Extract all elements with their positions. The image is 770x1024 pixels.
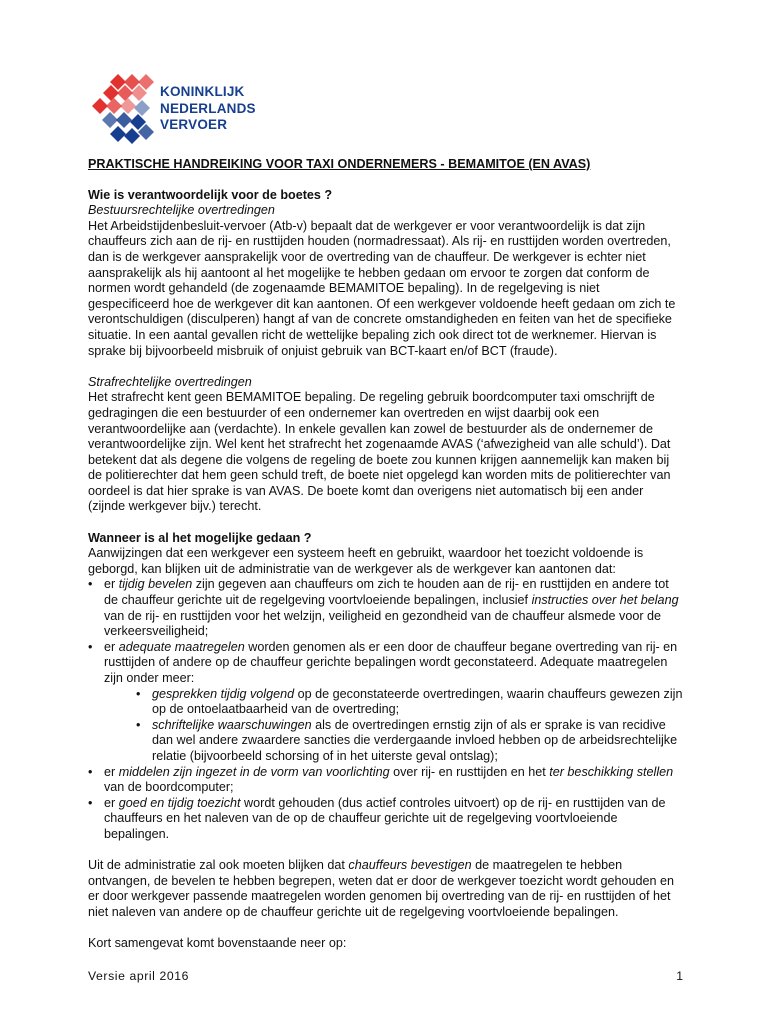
sub-list-item: • gesprekken tijdig volgend op de geconstateerde overtredingen, waarin chauffeurs gewezen zijn op de ontoelaatbaarheid van de overtreding;: [136, 687, 683, 718]
list-item: • er tijdig bevelen zijn gegeven aan chauffeurs om zich te houden aan de rij- en rusttijden en andere tot de chauffeur gerichte uit de regelgeving voortvloeiende bepalingen, inclusief instructies over het belang van de rij- en rusttijden voor het welzijn, veiligheid en gezondheid van de chauffeur alsmede voor de verkeersveiligheid;: [88, 577, 683, 639]
paragraph-administration: Uit de administratie zal ook moeten blijken dat chauffeurs bevestigen de maatregelen te hebben ontvangen, de bevelen te hebben begrepen, weten dat er door de werkgever toezicht wordt gehouden en er door werkgever passende maatregelen worden genomen bij overtreding van de rij- en rusttijden of het niet naleven van andere op de chauffeur gerichte uit de regelgeving voortvloeiende bepalingen.: [88, 858, 675, 919]
list-item: • er middelen zijn ingezet in de vorm van voorlichting over rij- en rusttijden en het ter beschikking stellen van de boordcomputer;: [88, 765, 683, 796]
company-logo: [88, 72, 256, 148]
paragraph-criminal: Het strafrecht kent geen BEMAMITOE bepaling. De regeling gebruik boordcomputer taxi omschrijft de gedragingen die een bestuurder of een ondernemer kan overtreden en wijst daarbij ook een verantwoordelijke aan (verdachte). In enkele gevallen kan zowel de bestuurder als de ondernemer de verantwoordelijke zijn. Wel kent het strafrecht het zogenaamde AVAS (‘afwezigheid van alle schuld’). Dat betekent dat als degene die volgens de regeling de boete zou kunnen krijgen aannemelijk kan maken bij de politierechter dat hem geen schuld treft, de boete niet opgelegd kan worden mits de politierechter van oordeel is dat hier sprake is van AVAS. De boete komt dan overigens niet automatisch bij een ander (zijnde werkgever bijv.) terecht.: [88, 390, 671, 514]
subheading-criminal: Strafrechtelijke overtredingen: [88, 374, 252, 389]
logo-line-3: VERVOER: [160, 117, 228, 132]
page-number: 1: [676, 969, 683, 983]
document-body: [88, 157, 683, 952]
paragraph-summary: Kort samengevat komt bovenstaande neer op:: [88, 936, 347, 951]
paragraph-measures-intro: Aanwijzingen dat een werkgever een systeem heeft en gebruikt, waardoor het toezicht voldoende is geborgd, kan blijken uit de administratie van de werkgever als de werkgever kan aantonen dat:: [88, 546, 644, 576]
section-heading-responsibility: Wie is verantwoordelijk voor de boetes ?: [88, 187, 333, 202]
adequate-measures-sublist: [136, 687, 683, 765]
subheading-administrative: Bestuursrechtelijke overtredingen: [88, 203, 275, 218]
list-item: • er adequate maatregelen worden genomen als er een door de chauffeur begane overtreding van rij- en rusttijden of andere op de chauffeur gerichte bepalingen wordt geconstateerd. Adequate maatregelen zijn onder meer: • gesprekken tijdig volgend op de geconstateerde overtredingen, waarin chauffeurs gewezen zijn op de ontoelaatbaarheid van de overtreding; • schriftelijke waarschuwingen als de overtredingen ernstig zijn of als er sprake is van recidive dan wel andere zwaardere sancties die verdergaande invloed hebben op de arbeidsrechtelijke relatie (bijvoorbeeld schorsing of in het uiterste geval ontslag);: [88, 640, 683, 765]
sub-list-item: • schriftelijke waarschuwingen als de overtredingen ernstig zijn of als er sprake is van recidive dan wel andere zwaardere sancties die verdergaande invloed hebben op de arbeidsrechtelijke relatie (bijvoorbeeld schorsing of in het uiterste geval ontslag);: [136, 718, 683, 765]
paragraph-administrative: Het Arbeidstijdenbesluit-vervoer (Atb-v) bepaalt dat de werkgever er voor verantwoordelijk is dat zijn chauffeurs zich aan de rij- en rusttijden houden (normadressaat). Als rij- en rusttijden worden overtreden, dan is de werkgever aansprakelijk voor de overtreding van de chauffeur. De werkgever is echter niet aansprakelijk als hij aantoont al het mogelijke te hebben gedaan om ervoor te zorgen dat conform de normen wordt gehandeld (de zogenaamde BEMAMITOE bepaling). In de regelgeving is niet gespecificeerd hoe de werkgever dit kan aantonen. Of een werkgever voldoende heeft gedaan om zich te verontschuldigen (disculperen) hangt af van de concrete omstandigheden en feiten van het de specifieke situatie. In een aantal gevallen richt de wettelijke bepaling zich ook direct tot de werknemer. Hiervan is sprake bij bijvoorbeeld misbruik of onjuist gebruik van BCT-kaart en/of BCT (fraude).: [88, 218, 676, 358]
version-label: Versie april 2016: [88, 969, 189, 983]
logo-diamonds-icon: [88, 72, 160, 148]
logo-line-2: NEDERLANDS: [160, 100, 256, 116]
list-item: • er goed en tijdig toezicht wordt gehouden (dus actief controles uitvoert) op de rij- en rusttijden van de chauffeurs en het naleven van de op de chauffeur gerichte uit de regelgeving voortvloeiende bepalingen.: [88, 796, 683, 843]
document-title: PRAKTISCHE HANDREIKING VOOR TAXI ONDERNEMERS - BEMAMITOE (EN AVAS): [88, 157, 591, 171]
logo-line-1: KONINKLIJK: [160, 84, 245, 99]
section-heading-measures: Wanneer is al het mogelijke gedaan ?: [88, 530, 312, 545]
logo-text: [160, 84, 256, 134]
measures-list: [88, 577, 683, 842]
